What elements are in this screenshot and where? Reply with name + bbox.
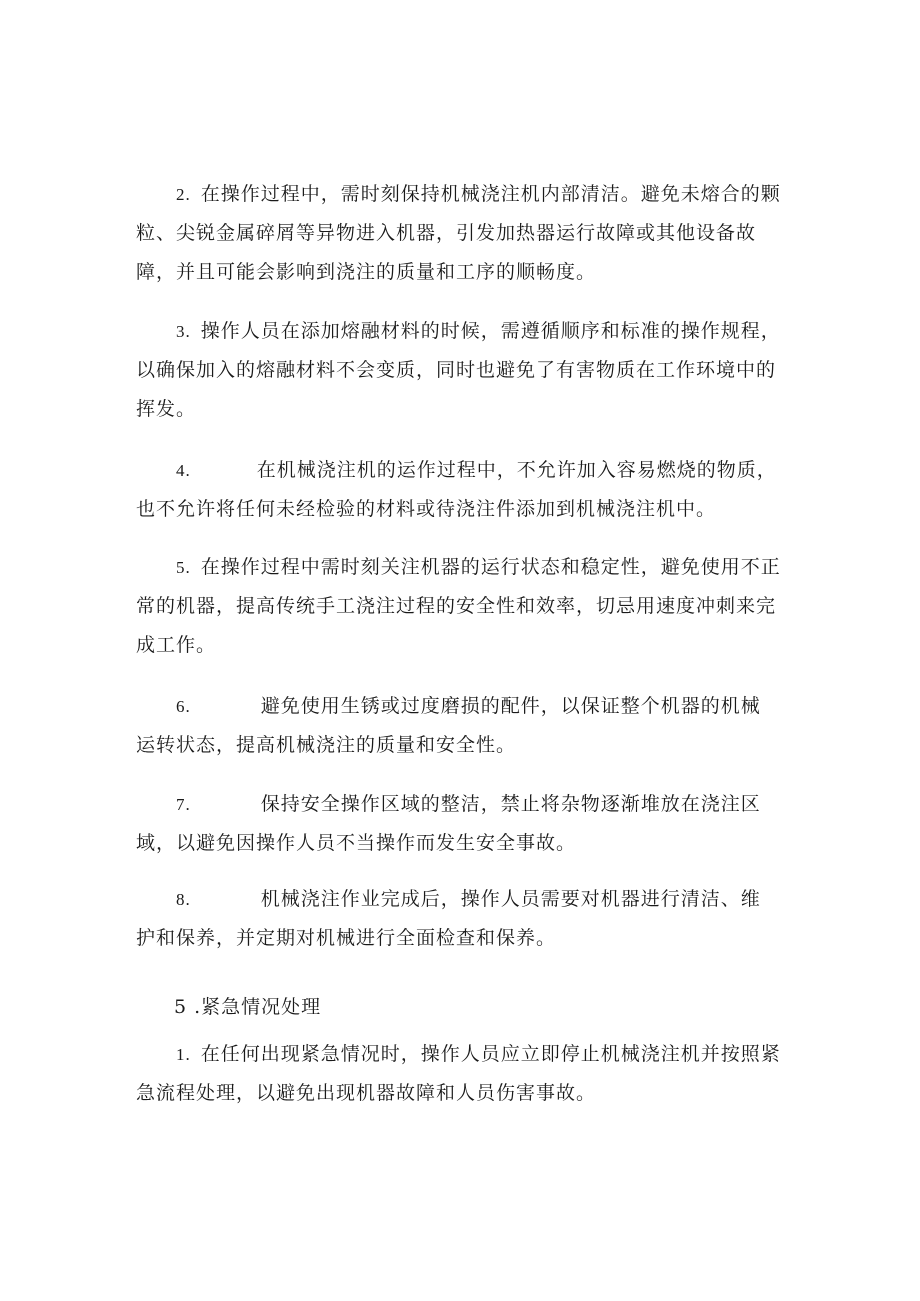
item-text: 机械浇注作业完成后，操作人员需要对机器进行清洁、维 xyxy=(260,888,761,910)
item-text: 成工作。 xyxy=(136,634,217,656)
item-number: 2. xyxy=(176,185,191,204)
item-text: 粒、尖锐金属碎屑等异物进入机器，引发加热器运行故障或其他设备故 xyxy=(136,222,757,244)
emergency-item-1 xyxy=(136,1035,796,1113)
item-number: 5. xyxy=(176,558,191,577)
item-2 xyxy=(136,175,796,292)
item-number: 3. xyxy=(176,322,191,341)
item-text: 在机械浇注机的运作过程中，不允许加入容易燃烧的物质， xyxy=(256,459,777,481)
item-number: 7. xyxy=(176,795,191,814)
item-text: 在任何出现紧急情况时，操作人员应立即停止机械浇注机并按照紧 xyxy=(200,1043,781,1065)
item-3 xyxy=(136,312,796,429)
item-number: 1. xyxy=(176,1045,191,1064)
section-title: .紧急情况处理 xyxy=(194,996,322,1018)
item-text: 在操作过程中需时刻关注机器的运行状态和稳定性，避免使用不正 xyxy=(200,556,781,578)
item-text: 保持安全操作区域的整洁，禁止将杂物逐渐堆放在浇注区 xyxy=(260,793,761,815)
item-number: 6. xyxy=(176,697,191,716)
section-heading xyxy=(174,988,321,1027)
item-text: 护和保养，并定期对机械进行全面检查和保养。 xyxy=(136,927,557,949)
item-number: 4. xyxy=(176,461,191,480)
item-text: 在操作过程中，需时刻保持机械浇注机内部清洁。避免未熔合的颗 xyxy=(200,183,781,205)
item-text: 障，并且可能会影响到浇注的质量和工序的顺畅度。 xyxy=(136,261,597,283)
item-text: 也不允许将任何未经检验的材料或待浇注件添加到机械浇注机中。 xyxy=(136,498,717,520)
item-text: 挥发。 xyxy=(136,398,197,420)
item-text: 急流程处理，以避免出现机器故障和人员伤害事故。 xyxy=(136,1082,597,1104)
item-6 xyxy=(136,687,796,765)
item-text: 运转状态，提高机械浇注的质量和安全性。 xyxy=(136,734,517,756)
item-text: 域，以避免因操作人员不当操作而发生安全事故。 xyxy=(136,832,577,854)
item-text: 以确保加入的熔融材料不会变质，同时也避免了有害物质在工作环境中的 xyxy=(136,359,777,381)
item-text: 常的机器，提高传统手工浇注过程的安全性和效率，切忌用速度冲刺来完 xyxy=(136,595,777,617)
item-5 xyxy=(136,548,796,665)
item-text: 避免使用生锈或过度磨损的配件，以保证整个机器的机械 xyxy=(260,695,761,717)
item-7 xyxy=(136,785,796,863)
item-4 xyxy=(136,451,796,529)
item-number: 8. xyxy=(176,890,191,909)
section-number: 5 xyxy=(174,996,188,1018)
item-text: 操作人员在添加熔融材料的时候，需遵循顺序和标准的操作规程， xyxy=(200,320,781,342)
item-8 xyxy=(136,880,796,958)
